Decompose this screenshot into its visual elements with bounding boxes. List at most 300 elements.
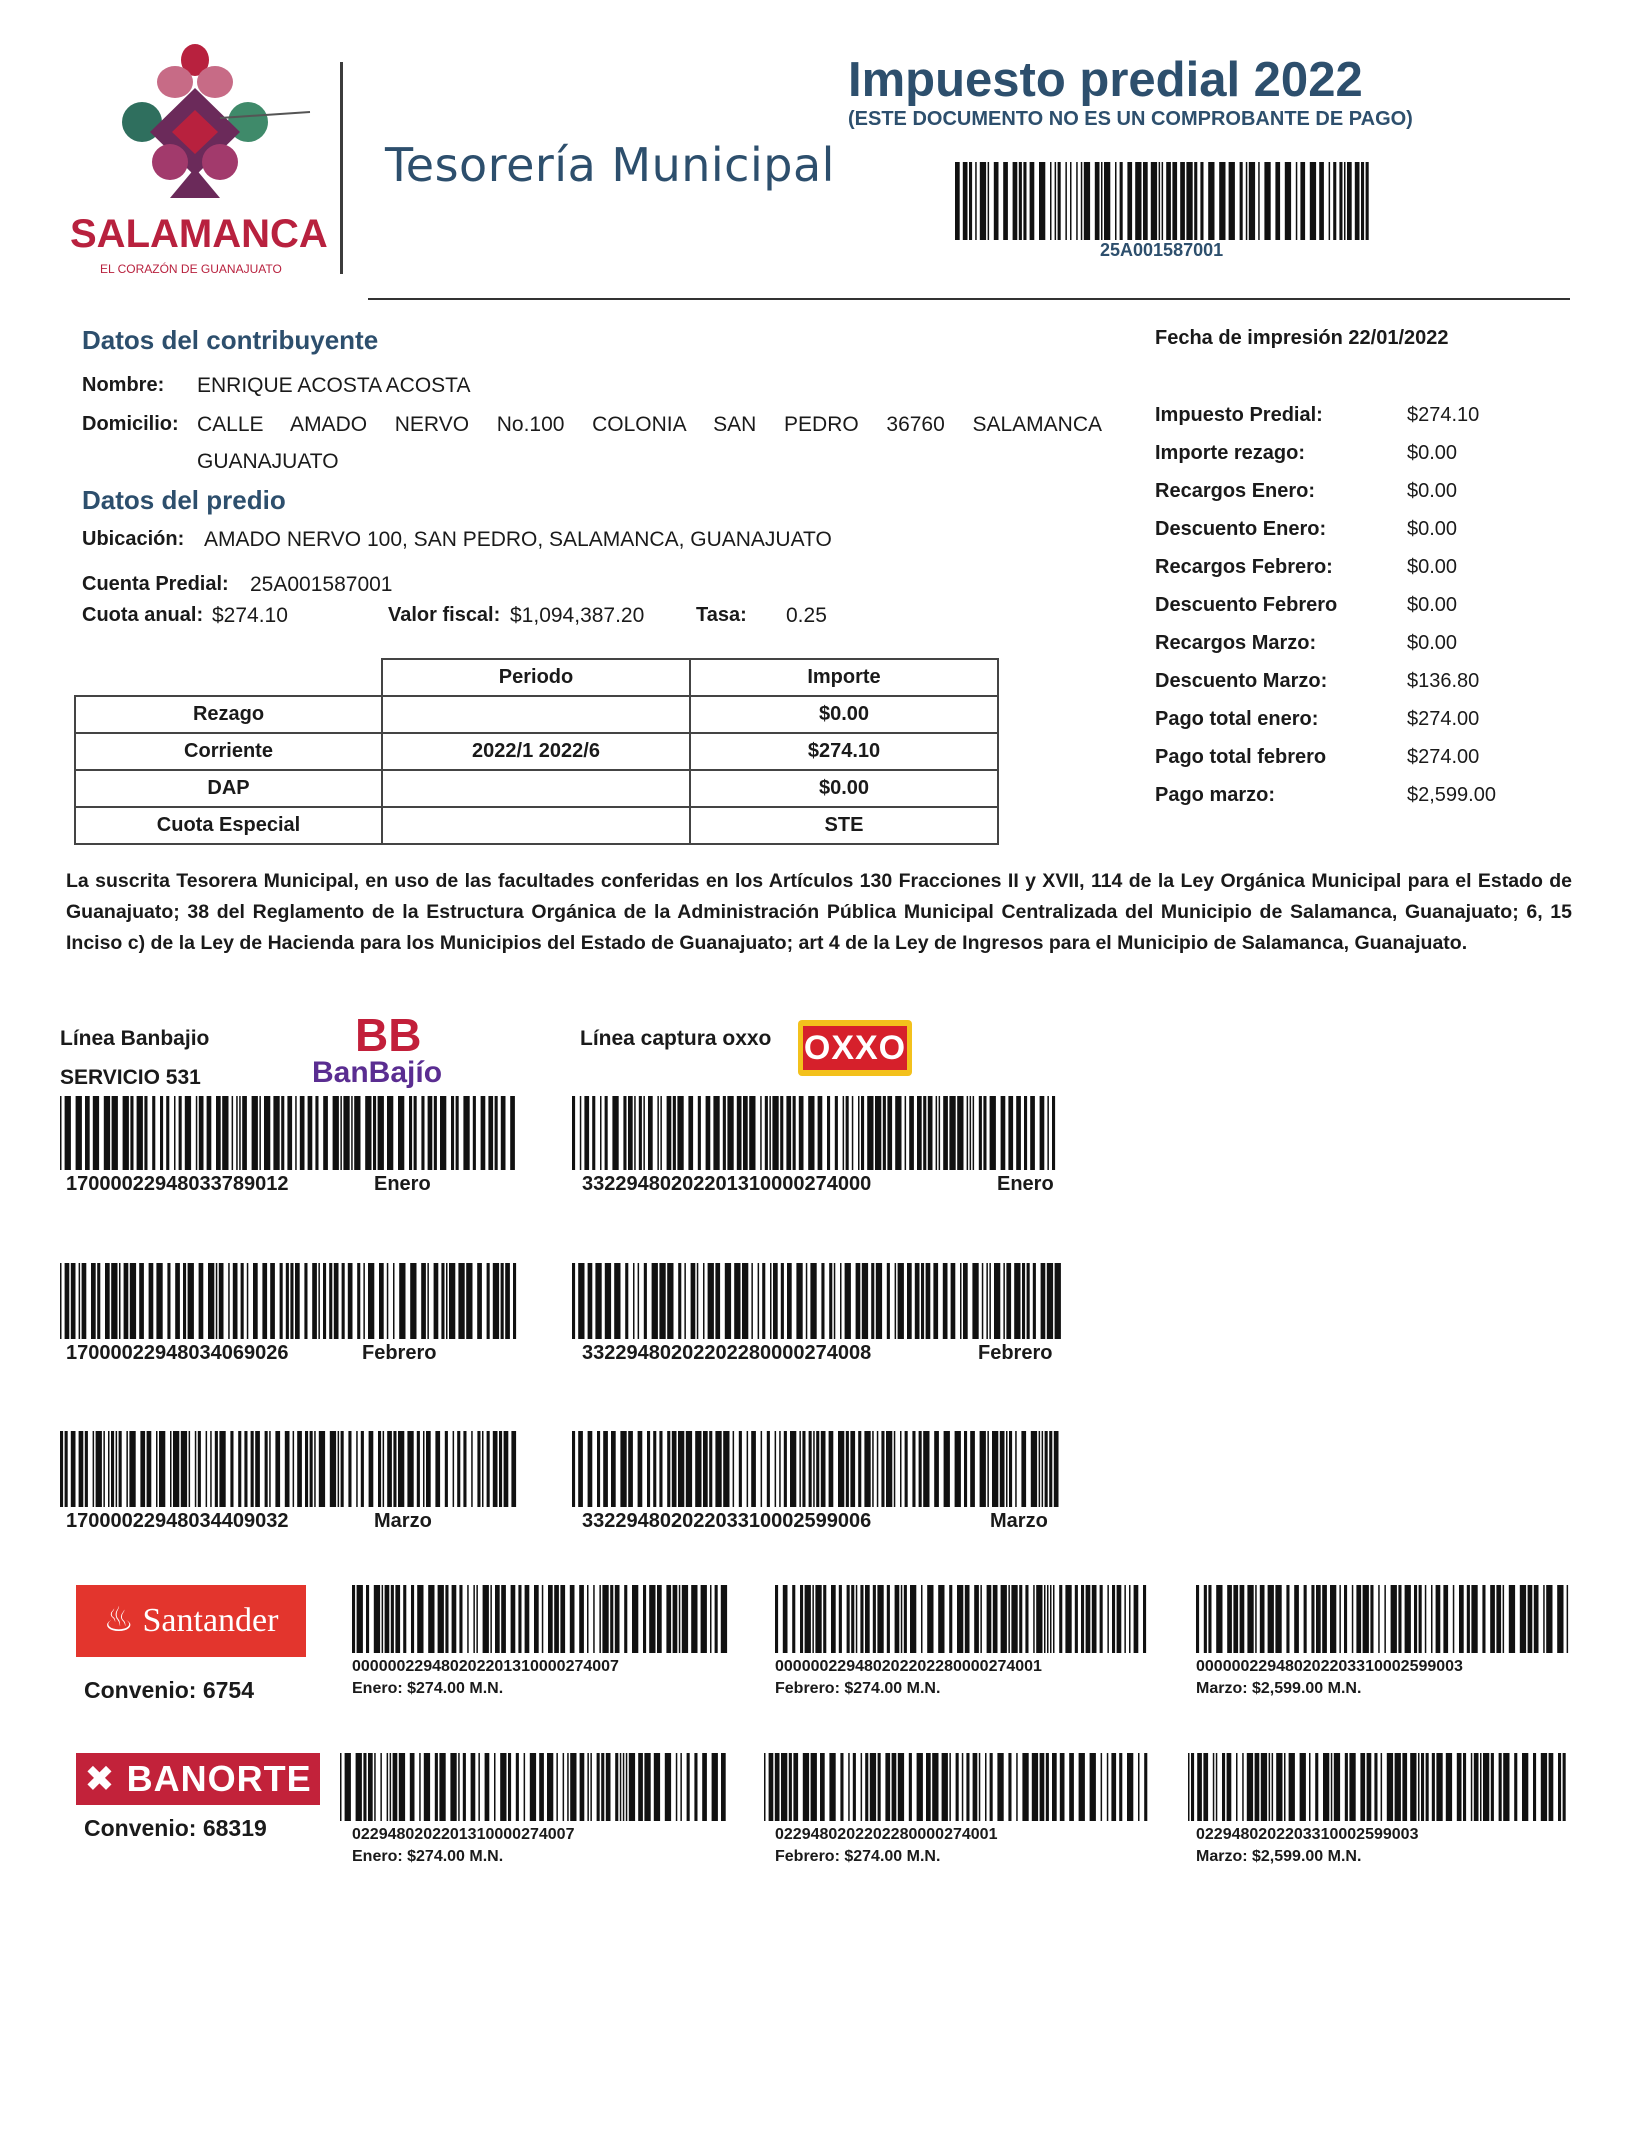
barcode-bar (167, 1263, 170, 1339)
barcode-bar (1339, 162, 1342, 240)
banbajio-logo (310, 1008, 470, 1090)
barcode-bar (695, 1431, 701, 1507)
barcode-bar (181, 1431, 187, 1507)
barcode-bar (584, 1096, 589, 1170)
barcode-bar (909, 1753, 912, 1821)
barcode-bar (710, 1585, 712, 1653)
barcode-bar (858, 1431, 861, 1507)
barcode-bar (269, 1431, 271, 1507)
banbajio-label: Línea Banbajio (60, 1027, 210, 1050)
barcode-bar (1008, 1096, 1013, 1170)
barcode-bar (1543, 1585, 1545, 1653)
barcode-bar (1127, 162, 1132, 240)
barcode-bar (233, 1263, 238, 1339)
document-subtitle: (ESTE DOCUMENTO NO ES UN COMPROBANTE DE PAGO) (848, 108, 1413, 130)
barcode-bar (800, 1585, 803, 1653)
barcode-bar (173, 1431, 179, 1507)
barcode-bar (275, 1431, 280, 1507)
barcode-bar (414, 1096, 417, 1170)
barcode-bar (770, 1263, 772, 1339)
table-row (75, 696, 998, 733)
barcode-bar (803, 1753, 809, 1821)
barcode-bar (965, 1585, 970, 1653)
summary-row (1155, 518, 1547, 556)
barcode-bar (667, 1431, 670, 1507)
barcode-bar (628, 1431, 633, 1507)
barcode-bar (251, 1431, 254, 1507)
barcode-bar (1419, 1585, 1422, 1653)
barcode-bar (610, 1585, 613, 1653)
barcode-bar (1104, 162, 1110, 240)
barcode-bar (679, 1585, 681, 1653)
barcode-bar (1264, 162, 1270, 240)
barcode-bar (821, 1431, 826, 1507)
barcode-bar (206, 1431, 208, 1507)
barcode-bar (242, 1096, 247, 1170)
barcode-bar (1052, 1753, 1057, 1821)
barcode-bar (1496, 1585, 1501, 1653)
barcode-bar (1347, 162, 1352, 240)
barcode-bar (1236, 1753, 1238, 1821)
banorte-amount: Enero: $274.00 M.N. (352, 1848, 504, 1865)
barcode-bar (877, 1431, 879, 1507)
barcode-bar (1345, 1753, 1348, 1821)
barcode-bar (255, 1431, 260, 1507)
barcode-bar (898, 1753, 904, 1821)
barcode-bar (796, 1263, 802, 1339)
barcode-bar (1310, 162, 1316, 240)
barcode-bar (323, 1096, 328, 1170)
barcode-bar (600, 1096, 602, 1170)
banorte-amount: Marzo: $2,599.00 M.N. (1196, 1848, 1362, 1865)
barcode-bar (686, 1431, 692, 1507)
barcode-bar (467, 1585, 469, 1653)
barcode-bar (440, 1096, 446, 1170)
barcode-bar (477, 1431, 480, 1507)
barcode-bar (395, 1585, 400, 1653)
barcode-bar (1054, 1431, 1059, 1507)
barcode-bar (626, 1753, 628, 1821)
barcode-bar (93, 1431, 95, 1507)
barcode-bar (1076, 162, 1078, 240)
barcode-bar (883, 1096, 886, 1170)
barcode-bar (511, 1585, 516, 1653)
barcode-bar (1227, 1585, 1232, 1653)
barcode-bar (398, 1096, 404, 1170)
barcode-bar (1255, 1585, 1257, 1653)
barcode-bar (60, 1431, 63, 1507)
barcode-bar (667, 1096, 672, 1170)
barcode-bar (1049, 1431, 1052, 1507)
row-periodo (382, 770, 690, 807)
barcode-bar (1090, 1753, 1096, 1821)
barcode-bar (979, 1753, 981, 1821)
barcode-bar (363, 1263, 365, 1339)
barcode-bar (1047, 1263, 1053, 1339)
barcode-bar (1474, 1753, 1479, 1821)
barcode-bar (1172, 162, 1177, 240)
barcode-bar (963, 162, 968, 240)
oxxo-month: Enero (997, 1173, 1054, 1195)
barcode-bar (715, 1431, 721, 1507)
barcode-bar (216, 1096, 221, 1170)
barcode-bar (1143, 1585, 1146, 1653)
barcode-bar (1022, 1753, 1028, 1821)
barcode-bar (1052, 1096, 1055, 1170)
barcode-bar (783, 1585, 788, 1653)
barcode-bar (1079, 1753, 1085, 1821)
barcode-bar (708, 1263, 714, 1339)
summary-value: $136.80 (1407, 670, 1480, 692)
summary-value: $0.00 (1407, 518, 1458, 540)
barcode-bar (982, 1263, 984, 1339)
barcode-bar (927, 1585, 933, 1653)
barcode-bar (374, 1585, 380, 1653)
barcode-bar (188, 1263, 194, 1339)
barcode-bar (603, 1431, 608, 1507)
barcode-bar (111, 1263, 117, 1339)
barcode-bar (369, 1431, 374, 1507)
barcode-bar (590, 1753, 592, 1821)
barcode-bar (894, 1431, 896, 1507)
barcode-bar (1216, 1585, 1222, 1653)
barcode-bar (572, 1263, 575, 1339)
barcode-bar (966, 1753, 969, 1821)
barcode-bar (501, 1096, 506, 1170)
barcode-bar (116, 1431, 118, 1507)
barcode-bar (1008, 1753, 1011, 1821)
barcode-bar (1194, 162, 1197, 240)
barcode-bar (129, 1431, 135, 1507)
barcode-bar (772, 1096, 778, 1170)
barcode-bar (702, 1753, 707, 1821)
barcode-bar (341, 1431, 344, 1507)
barcode-bar (871, 1263, 874, 1339)
contribuyente-heading: Datos del contribuyente (82, 325, 379, 355)
barcode-bar (356, 1753, 362, 1821)
barcode-bar (378, 1431, 381, 1507)
barcode-bar (856, 1585, 858, 1653)
header-divider (340, 62, 343, 274)
barcode-bar (821, 1263, 824, 1339)
brand-tagline: EL CORAZÓN DE GUANAJUATO (100, 262, 282, 276)
barcode-bar (340, 1096, 342, 1170)
cuenta-value: 25A001587001 (250, 573, 393, 596)
barcode-bar (572, 1431, 575, 1507)
oxxo-month: Febrero (978, 1342, 1053, 1364)
barcode-bar (210, 1431, 212, 1507)
barcode-bar (615, 1585, 620, 1653)
barcode-bar (1100, 1585, 1103, 1653)
barcode-bar (1436, 1753, 1442, 1821)
banbajio-barcode-enero (60, 1096, 518, 1170)
banorte-number: 0229480202201310000274007 (352, 1826, 575, 1843)
barcode-bar (426, 1431, 431, 1507)
barcode-bar (485, 1753, 490, 1821)
barcode-bar (973, 1096, 975, 1170)
barcode-bar (510, 1096, 515, 1170)
barcode-bar (189, 1431, 191, 1507)
barcode-bar (831, 1585, 836, 1653)
barcode-bar (1030, 162, 1035, 240)
barcode-bar (1534, 1585, 1539, 1653)
barcode-bar (1008, 1585, 1010, 1653)
domicilio-label: Domicilio: (82, 413, 179, 435)
barcode-bar (1436, 1585, 1441, 1653)
print-date-value: 22/01/2022 (1348, 327, 1449, 349)
nombre-value: ENRIQUE ACOSTA ACOSTA (197, 374, 471, 397)
barcode-bar (764, 1753, 766, 1821)
barcode-bar (749, 1096, 755, 1170)
barcode-bar (1216, 1753, 1218, 1821)
banorte-number: 0229480202202280000274001 (775, 1826, 998, 1843)
barcode-bar (554, 1585, 559, 1653)
barcode-bar (216, 1263, 218, 1339)
barcode-bar (410, 1753, 415, 1821)
barcode-bar (471, 1753, 476, 1821)
barcode-bar (829, 1431, 834, 1507)
barcode-bar (956, 1753, 959, 1821)
barcode-bar (987, 1585, 992, 1653)
barcode-bar (352, 1585, 355, 1653)
barcode-bar (1322, 1585, 1327, 1653)
barcode-bar (812, 1585, 814, 1653)
barcode-bar (1031, 1431, 1037, 1507)
summary-row (1155, 556, 1547, 594)
barcode-bar (985, 1753, 987, 1821)
barcode-bar (1120, 162, 1123, 240)
table-row (75, 733, 998, 770)
barcode-bar (1304, 1585, 1307, 1653)
barcode-bar (799, 1431, 801, 1507)
barcode-bar (253, 1263, 258, 1339)
barcode-bar (723, 1431, 729, 1507)
barcode-bar (1311, 1585, 1314, 1653)
barcode-bar (848, 1753, 850, 1821)
barcode-bar (578, 1263, 584, 1339)
barcode-bar (765, 1096, 768, 1170)
summary-label: Pago marzo: (1155, 784, 1276, 806)
barcode-bar (1196, 1585, 1199, 1653)
banorte-barcode-febrero (764, 1753, 1152, 1821)
barcode-bar (840, 1263, 842, 1339)
barcode-bar (264, 1096, 270, 1170)
barcode-bar (775, 1753, 780, 1821)
barcode-bar (236, 1096, 238, 1170)
banorte-logo-text: BANORTE (126, 1758, 312, 1799)
barcode-bar (374, 1753, 376, 1821)
barcode-bar (632, 1585, 638, 1653)
barcode-bar (365, 1096, 371, 1170)
barcode-bar (60, 1096, 62, 1170)
barcode-bar (421, 1263, 426, 1339)
barcode-bar (361, 1431, 364, 1507)
barcode-bar (456, 1096, 459, 1170)
barcode-bar (1086, 1585, 1091, 1653)
barcode-bar (1260, 1585, 1265, 1653)
barcode-bar (348, 1431, 351, 1507)
barcode-bar (638, 1263, 640, 1339)
barcode-bar (611, 1431, 616, 1507)
barcode-bar (1046, 1753, 1049, 1821)
table-row (75, 770, 998, 807)
summary-label: Importe rezago: (1155, 442, 1306, 464)
barcode-bar (917, 1096, 922, 1170)
barcode-bar (955, 162, 960, 240)
barcode-bar (312, 1263, 317, 1339)
barcode-bar (980, 1585, 982, 1653)
barcode-bar (1296, 162, 1298, 240)
barcode-bar (363, 1753, 366, 1821)
valor-fiscal-label: Valor fiscal: (388, 604, 501, 626)
barcode-bar (1047, 1585, 1049, 1653)
barcode-bar (1022, 1263, 1025, 1339)
barcode-bar (130, 1263, 136, 1339)
barcode-bar (858, 1096, 860, 1170)
print-date-label: Fecha de impresión (1155, 327, 1343, 349)
barcode-bar (1344, 1585, 1347, 1653)
barcode-bar (933, 1263, 938, 1339)
barcode-bar (799, 1096, 804, 1170)
barcode-bar (175, 1263, 180, 1339)
barcode-bar (623, 1096, 626, 1170)
barcode-bar (737, 1096, 742, 1170)
barcode-bar (494, 1753, 496, 1821)
barcode-bar (1047, 1096, 1049, 1170)
barcode-bar (1471, 1753, 1473, 1821)
barcode-bar (399, 1753, 405, 1821)
barcode-bar (208, 1263, 214, 1339)
barcode-bar (548, 1585, 553, 1653)
barcode-bar (1482, 1585, 1485, 1653)
barcode-bar (65, 1263, 70, 1339)
barcode-bar (1107, 1585, 1109, 1653)
barcode-bar (156, 1431, 158, 1507)
santander-logo-text: Santander (142, 1602, 279, 1639)
barcode-bar (567, 1753, 569, 1821)
barcode-bar (1011, 1585, 1017, 1653)
main-barcode-number: 25A001587001 (1100, 240, 1224, 260)
barcode-bar (1039, 1431, 1041, 1507)
barcode-bar (605, 1263, 611, 1339)
barcode-bar (411, 1585, 414, 1653)
summary-value: $0.00 (1407, 556, 1458, 578)
barcode-bar (1025, 1585, 1028, 1653)
barcode-bar (923, 1431, 929, 1507)
barcode-bar (835, 1096, 838, 1170)
banbajio-number: 17000022948034409032 (66, 1510, 289, 1532)
barcode-bar (295, 1096, 297, 1170)
barcode-bar (1319, 162, 1324, 240)
barcode-bar (709, 1431, 712, 1507)
barcode-bar (478, 1753, 480, 1821)
barcode-bar (463, 1753, 466, 1821)
barcode-bar (864, 1431, 870, 1507)
barcode-bar (970, 1096, 972, 1170)
barcode-bar (957, 1585, 963, 1653)
barcode-bar (103, 1431, 105, 1507)
barcode-bar (166, 1096, 169, 1170)
barcode-bar (499, 1431, 502, 1507)
barcode-bar (222, 1096, 228, 1170)
barcode-bar (1180, 162, 1185, 240)
barcode-bar (1213, 1753, 1215, 1821)
barcode-bar (1019, 162, 1022, 240)
barcode-bar (1463, 1753, 1466, 1821)
barcode-bar (304, 1263, 307, 1339)
barcode-bar (588, 1263, 593, 1339)
barcode-bar (892, 1753, 897, 1821)
barcode-bar (1092, 1585, 1097, 1653)
barcode-bar (1329, 162, 1331, 240)
barcode-bar (1032, 1753, 1038, 1821)
barcode-bar (829, 1263, 832, 1339)
barcode-bar (1060, 1753, 1065, 1821)
barcode-bar (593, 1585, 595, 1653)
barcode-bar (65, 1096, 71, 1170)
barcode-bar (403, 1585, 406, 1653)
barcode-bar (912, 1431, 915, 1507)
periodo-table (74, 658, 999, 845)
barcode-bar (1323, 1753, 1329, 1821)
barcode-bar (1410, 1753, 1416, 1821)
barcode-bar (481, 1096, 486, 1170)
banbajio-mark-icon: BB (355, 1009, 422, 1061)
row-periodo: 2022/1 2022/6 (382, 733, 690, 770)
barcode-bar (990, 1096, 996, 1170)
barcode-bar (449, 1263, 455, 1339)
barcode-bar (1016, 1096, 1021, 1170)
barcode-bar (949, 1585, 952, 1653)
barcode-bar (1418, 1753, 1420, 1821)
barcode-bar (428, 1585, 434, 1653)
barcode-bar (723, 1096, 726, 1170)
barcode-bar (649, 1585, 655, 1653)
barcode-bar (1001, 1096, 1006, 1170)
barcode-bar (767, 1431, 770, 1507)
barcode-bar (643, 1585, 646, 1653)
barcode-bar (853, 1753, 856, 1821)
domicilio-line1: CALLE AMADO NERVO No.100 COLONIA SAN PEDRO 36760 SALAMANCA (197, 413, 1102, 436)
barcode-bar (342, 1263, 345, 1339)
barcode-bar (463, 1096, 469, 1170)
barcode-bar (1240, 1585, 1245, 1653)
barcode-bar (990, 1753, 993, 1821)
barcode-bar (1331, 1753, 1333, 1821)
row-importe: $0.00 (690, 696, 998, 733)
barcode-bar (524, 1753, 526, 1821)
barcode-bar (1528, 1585, 1533, 1653)
summary-value: $274.00 (1407, 746, 1480, 768)
barcode-bar (678, 1431, 684, 1507)
barcode-bar (793, 1096, 796, 1170)
barcode-bar (119, 1431, 122, 1507)
barcode-bar (1286, 1585, 1289, 1653)
barcode-bar (330, 1431, 336, 1507)
barcode-bar (315, 1096, 318, 1170)
barcode-bar (980, 1431, 986, 1507)
barcode-bar (1520, 1585, 1526, 1653)
barcode-bar (290, 1263, 293, 1339)
barcode-bar (949, 1753, 951, 1821)
barcode-bar (633, 1263, 635, 1339)
barcode-bar (592, 1096, 595, 1170)
barcode-bar (727, 1096, 733, 1170)
barcode-bar (435, 1753, 438, 1821)
santander-logo (76, 1585, 306, 1657)
barcode-bar (657, 1585, 662, 1653)
barcode-bar (867, 1096, 873, 1170)
